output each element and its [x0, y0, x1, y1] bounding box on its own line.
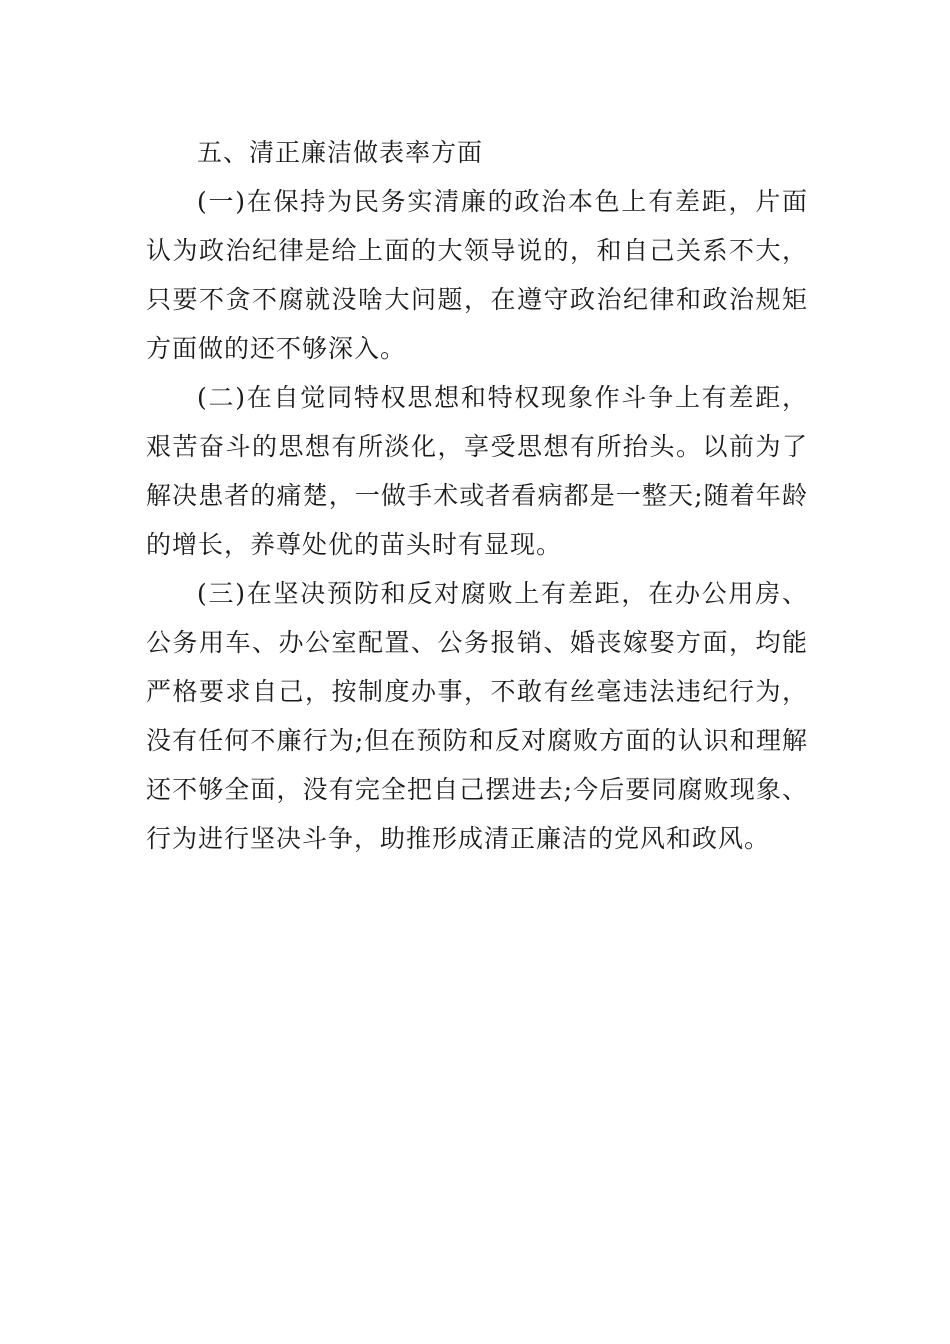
paragraph-1: (一)在保持为民务实清廉的政治本色上有差距，片面认为政治纪律是给上面的大领导说的，和自己关系不大，只要不贪不腐就没啥大问题，在遵守政治纪律和政治规矩方面做的还不够深入。	[146, 187, 808, 363]
document-body	[146, 128, 808, 863]
section-heading: 五、清正廉洁做表率方面	[197, 138, 484, 167]
paragraph-3: (三)在坚决预防和反对腐败上有差距，在办公用房、公务用车、办公室配置、公务报销、婚丧嫁娶方面，均能严格要求自己，按制度办事，不敢有丝毫违法违纪行为，没有任何不廉行为;但在预防和反对腐败方面的认识和理解还不够全面，没有完全把自己摆进去;今后要同腐败现象、行为进行坚决斗争，助推形成清正廉洁的党风和政风。	[146, 579, 808, 853]
paragraph-2: (二)在自觉同特权思想和特权现象作斗争上有差距，艰苦奋斗的思想有所淡化，享受思想有所抬头。以前为了解决患者的痛楚，一做手术或者看病都是一整天;随着年龄的增长，养尊处优的苗头时有显现。	[146, 383, 808, 559]
